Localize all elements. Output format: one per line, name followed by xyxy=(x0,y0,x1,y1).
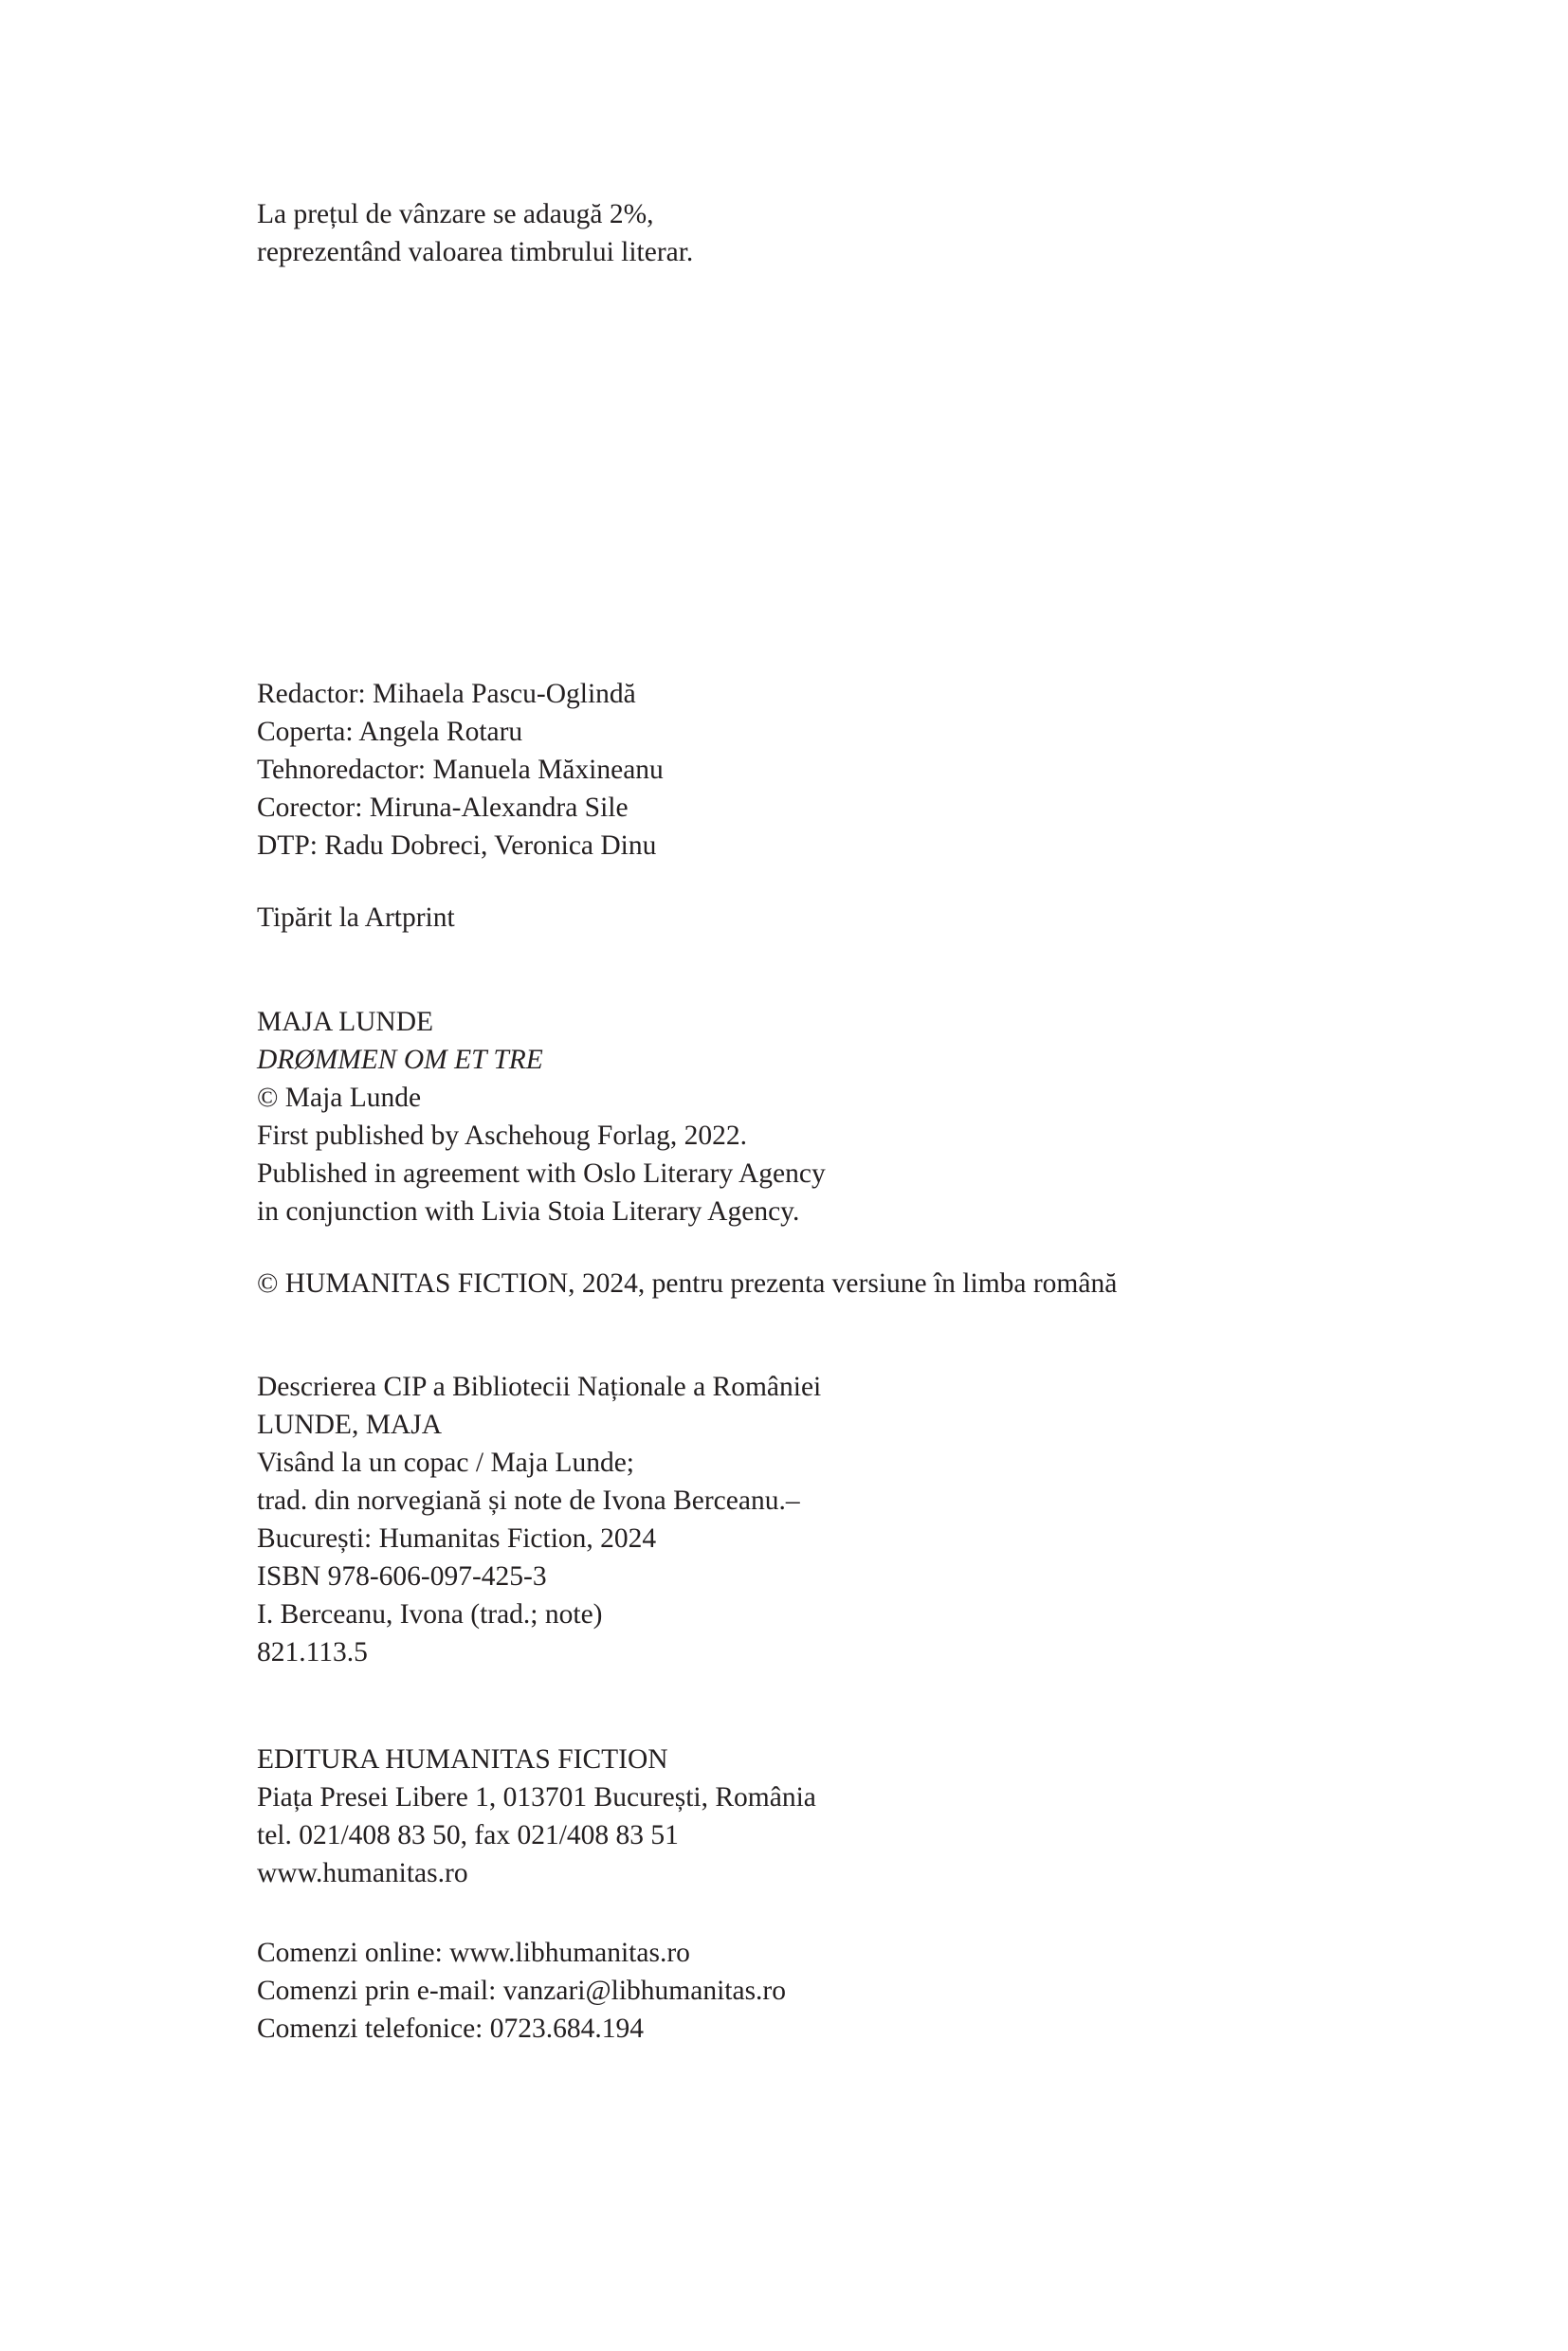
order-phone: Comenzi telefonice: 0723.684.194 xyxy=(257,2014,644,2044)
publisher-website: www.humanitas.ro xyxy=(257,1858,468,1888)
first-published: First published by Aschehoug Forlag, 2022. xyxy=(257,1121,748,1151)
credit-cover: Coperta: Angela Rotaru xyxy=(257,717,523,747)
cip-imprint: București: Humanitas Fiction, 2024 xyxy=(257,1523,657,1554)
cip-description xyxy=(257,1368,1489,1671)
original-title: DRØMMEN OM ET TRE xyxy=(257,1045,543,1075)
original-edition xyxy=(257,1003,1489,1230)
cip-translator: trad. din norvegiană și note de Ivona Berceanu.– xyxy=(257,1485,800,1516)
credit-proofreader: Corector: Miruna-Alexandra Sile xyxy=(257,793,629,823)
cip-contributor: I. Berceanu, Ivona (trad.; note) xyxy=(257,1599,603,1630)
agreement-line: Published in agreement with Oslo Literary Agency xyxy=(257,1158,826,1189)
cip-classification: 821.113.5 xyxy=(257,1637,368,1668)
romanian-copyright-line: © HUMANITAS FICTION, 2024, pentru prezenta versiune în limba română xyxy=(257,1268,1118,1299)
original-copyright: © Maja Lunde xyxy=(257,1083,422,1113)
publisher-address: Piața Presei Libere 1, 013701 București, România xyxy=(257,1782,816,1813)
publisher-phone: tel. 021/408 83 50, fax 021/408 83 51 xyxy=(257,1820,679,1850)
conjunction-line: in conjunction with Livia Stoia Literary Agency. xyxy=(257,1196,800,1227)
romanian-copyright xyxy=(257,1265,1489,1303)
credit-dtp: DTP: Radu Dobreci, Veronica Dinu xyxy=(257,830,657,861)
cip-title: Visând la un copac / Maja Lunde; xyxy=(257,1448,634,1478)
cip-heading: Descrierea CIP a Bibliotecii Naționale a României xyxy=(257,1372,822,1402)
credit-typesetter: Tehnoredactor: Manuela Măxineanu xyxy=(257,755,664,785)
cip-author: LUNDE, MAJA xyxy=(257,1410,443,1440)
tax-note xyxy=(257,195,1489,271)
order-email: Comenzi prin e-mail: vanzari@libhumanitas.ro xyxy=(257,1976,787,2006)
tax-note-line: reprezentând valoarea timbrului literar. xyxy=(257,237,694,267)
publisher-info xyxy=(257,1740,1489,1892)
tax-note-line: La prețul de vânzare se adaugă 2%, xyxy=(257,199,654,229)
cip-isbn: ISBN 978-606-097-425-3 xyxy=(257,1561,547,1592)
credit-editor: Redactor: Mihaela Pascu-Oglindă xyxy=(257,679,636,709)
printer-line: Tipărit la Artprint xyxy=(257,902,455,933)
printer-note xyxy=(257,899,1489,937)
editorial-credits xyxy=(257,675,1489,865)
order-info xyxy=(257,1934,1489,2048)
original-author: MAJA LUNDE xyxy=(257,1007,434,1037)
publisher-name: EDITURA HUMANITAS FICTION xyxy=(257,1744,668,1775)
order-online: Comenzi online: www.libhumanitas.ro xyxy=(257,1938,690,1968)
